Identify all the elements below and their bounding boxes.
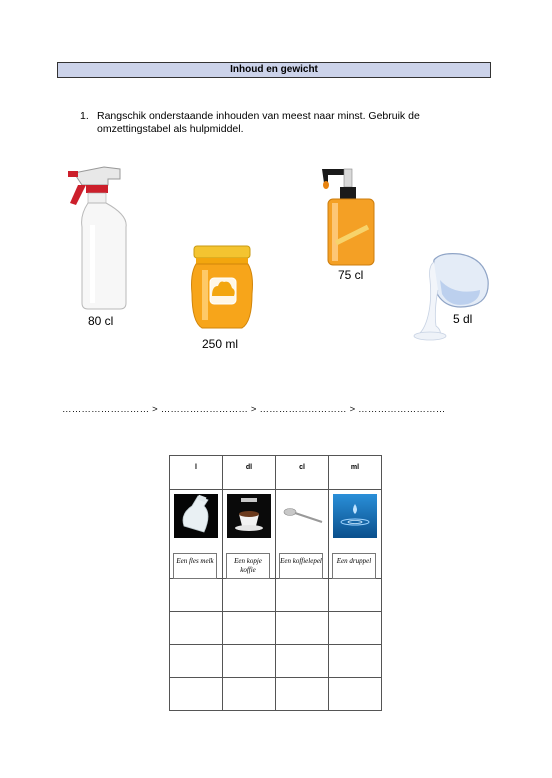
milk-bottle-icon bbox=[174, 494, 218, 538]
table-cell bbox=[223, 490, 276, 579]
table-cell bbox=[276, 490, 329, 579]
table-cell[interactable] bbox=[276, 645, 329, 678]
table-cell[interactable] bbox=[329, 678, 382, 711]
table-cell[interactable] bbox=[223, 678, 276, 711]
table-header: cl bbox=[276, 456, 329, 490]
table-cell[interactable] bbox=[223, 645, 276, 678]
table-cell[interactable] bbox=[329, 645, 382, 678]
item-label: 250 ml bbox=[202, 337, 239, 351]
table-cell[interactable] bbox=[170, 678, 223, 711]
table-cell[interactable] bbox=[276, 579, 329, 612]
table-cell[interactable] bbox=[170, 645, 223, 678]
table-caption: Een koffielepel bbox=[279, 553, 323, 579]
item-label: 5 dl bbox=[453, 312, 473, 326]
coffee-cup-icon bbox=[227, 494, 271, 538]
water-drop-icon bbox=[333, 494, 377, 538]
measuring-jug-icon bbox=[410, 250, 490, 342]
table-cell[interactable] bbox=[276, 612, 329, 645]
table-cell[interactable] bbox=[170, 612, 223, 645]
table-header: ml bbox=[329, 456, 382, 490]
soap-dispenser-icon bbox=[318, 163, 380, 267]
question-number: 1. bbox=[80, 110, 89, 122]
conversion-table bbox=[169, 455, 382, 711]
table-cell[interactable] bbox=[223, 612, 276, 645]
table-header: dl bbox=[223, 456, 276, 490]
table-cell[interactable] bbox=[170, 579, 223, 612]
spray-bottle-icon bbox=[64, 163, 134, 311]
item-label: 80 cl bbox=[88, 314, 114, 328]
table-cell[interactable] bbox=[329, 579, 382, 612]
table-header: l bbox=[170, 456, 223, 490]
table-cell[interactable] bbox=[276, 678, 329, 711]
table-caption: Een kopje koffie bbox=[226, 553, 270, 579]
table-cell bbox=[329, 490, 382, 579]
table-cell[interactable] bbox=[329, 612, 382, 645]
item-label: 75 cl bbox=[338, 268, 364, 282]
teaspoon-icon bbox=[280, 494, 324, 538]
table-caption: Een fles melk bbox=[173, 553, 217, 579]
table-cell[interactable] bbox=[223, 579, 276, 612]
table-cell bbox=[170, 490, 223, 579]
page-title: Inhoud en gewicht bbox=[57, 62, 491, 78]
answer-line[interactable]: ……………………… > ……………………… > ……………………… > ……………………… bbox=[62, 404, 446, 415]
table-caption: Een druppel bbox=[332, 553, 376, 579]
jar-icon bbox=[188, 244, 256, 332]
question-text: Rangschik onderstaande inhouden van meest naar minst. Gebruik de omzettingstabel als hulpmiddel. bbox=[97, 110, 420, 135]
